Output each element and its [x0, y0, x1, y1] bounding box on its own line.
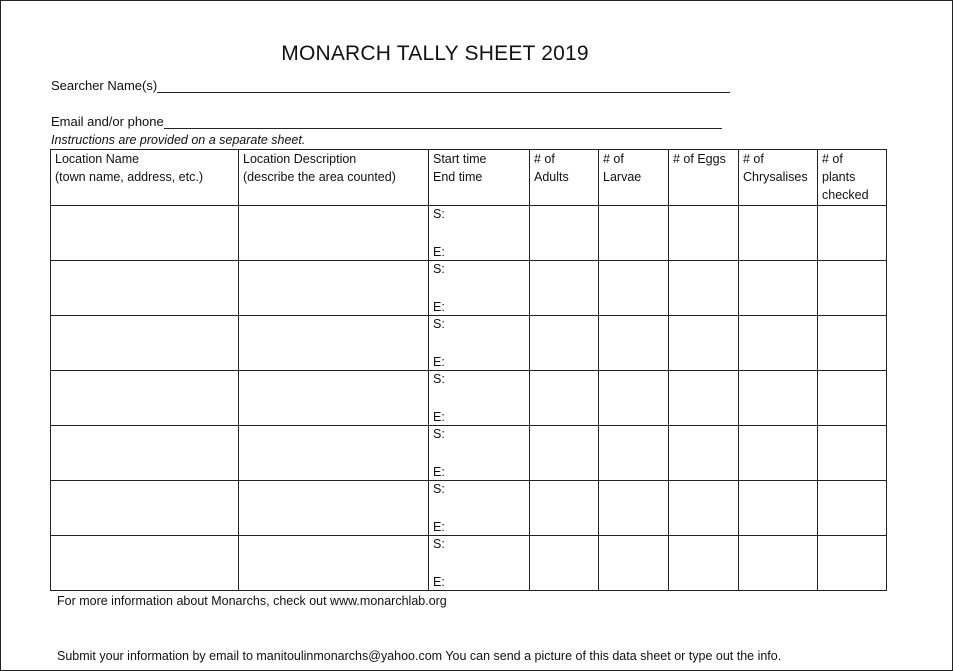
cell-adults-count[interactable]: [530, 371, 599, 426]
cell-larvae-count[interactable]: [599, 206, 669, 261]
table-body: [51, 206, 887, 591]
header-line: End time: [433, 170, 483, 184]
cell-plants-checked[interactable]: [818, 261, 887, 316]
header-line: Adults: [534, 170, 569, 184]
header-larvae-count: [599, 150, 669, 206]
header-line: # of: [603, 152, 624, 166]
email-phone-label: Email and/or phone: [51, 114, 164, 129]
cell-adults-count[interactable]: [530, 261, 599, 316]
cell-start-end-time[interactable]: [429, 536, 530, 591]
cell-plants-checked[interactable]: [818, 371, 887, 426]
cell-chrysalises-count[interactable]: [739, 426, 818, 481]
table-row: [51, 536, 887, 591]
cell-location-description[interactable]: [239, 261, 429, 316]
cell-adults-count[interactable]: [530, 426, 599, 481]
cell-chrysalises-count[interactable]: [739, 316, 818, 371]
end-time-label: E:: [433, 520, 445, 534]
cell-location-name[interactable]: [51, 261, 239, 316]
submit-instructions: Submit your information by email to manitoulinmonarchs@yahoo.com You can send a picture of this data sheet or type out the info.: [57, 649, 782, 663]
start-time-label: S:: [433, 207, 445, 221]
header-line: plants: [822, 170, 856, 184]
cell-eggs-count[interactable]: [669, 261, 739, 316]
header-line: Start time: [433, 152, 487, 166]
start-time-label: S:: [433, 372, 445, 386]
cell-start-end-time[interactable]: [429, 481, 530, 536]
start-time-label: S:: [433, 537, 445, 551]
cell-location-description[interactable]: [239, 481, 429, 536]
cell-location-description[interactable]: [239, 206, 429, 261]
cell-location-description[interactable]: [239, 316, 429, 371]
cell-start-end-time[interactable]: [429, 426, 530, 481]
email-phone-field: [51, 114, 722, 129]
cell-larvae-count[interactable]: [599, 316, 669, 371]
cell-chrysalises-count[interactable]: [739, 206, 818, 261]
cell-start-end-time[interactable]: [429, 316, 530, 371]
cell-plants-checked[interactable]: [818, 481, 887, 536]
start-time-label: S:: [433, 262, 445, 276]
cell-location-name[interactable]: [51, 426, 239, 481]
table-header-row: [51, 150, 887, 206]
header-line: checked: [822, 188, 869, 202]
more-info-text: For more information about Monarchs, check out www.monarchlab.org: [57, 594, 447, 608]
cell-chrysalises-count[interactable]: [739, 481, 818, 536]
cell-plants-checked[interactable]: [818, 316, 887, 371]
cell-plants-checked[interactable]: [818, 536, 887, 591]
instructions-note: Instructions are provided on a separate sheet.: [51, 133, 306, 147]
header-line: # of: [743, 152, 764, 166]
start-time-label: S:: [433, 427, 445, 441]
cell-adults-count[interactable]: [530, 481, 599, 536]
cell-larvae-count[interactable]: [599, 426, 669, 481]
start-time-label: S:: [433, 317, 445, 331]
cell-larvae-count[interactable]: [599, 371, 669, 426]
table-row: [51, 316, 887, 371]
searcher-name-label: Searcher Name(s): [51, 78, 158, 93]
header-line: # of: [534, 152, 555, 166]
cell-location-description[interactable]: [239, 426, 429, 481]
cell-adults-count[interactable]: [530, 206, 599, 261]
cell-start-end-time[interactable]: [429, 206, 530, 261]
cell-location-name[interactable]: [51, 206, 239, 261]
cell-chrysalises-count[interactable]: [739, 371, 818, 426]
cell-location-name[interactable]: [51, 371, 239, 426]
sheet-title: MONARCH TALLY SHEET 2019: [281, 42, 589, 65]
cell-location-name[interactable]: [51, 536, 239, 591]
cell-location-name[interactable]: [51, 316, 239, 371]
header-adults-count: [530, 150, 599, 206]
end-time-label: E:: [433, 245, 445, 259]
cell-chrysalises-count[interactable]: [739, 536, 818, 591]
header-line: # of Eggs: [673, 152, 726, 166]
cell-eggs-count[interactable]: [669, 481, 739, 536]
cell-larvae-count[interactable]: [599, 261, 669, 316]
header-line: Larvae: [603, 170, 642, 184]
header-line: (describe the area counted): [243, 170, 396, 184]
header-line: Location Name: [55, 152, 140, 166]
cell-eggs-count[interactable]: [669, 316, 739, 371]
cell-location-description[interactable]: [239, 371, 429, 426]
header-location-name: [51, 150, 239, 206]
header-line: Chrysalises: [743, 170, 808, 184]
searcher-name-field: [51, 78, 730, 93]
cell-larvae-count[interactable]: [599, 536, 669, 591]
table-row: [51, 261, 887, 316]
cell-adults-count[interactable]: [530, 536, 599, 591]
table-row: [51, 426, 887, 481]
end-time-label: E:: [433, 465, 445, 479]
header-plants-checked: [818, 150, 887, 206]
cell-location-description[interactable]: [239, 536, 429, 591]
searcher-name-line[interactable]: [157, 80, 730, 93]
header-chrysalises-count: [739, 150, 818, 206]
start-time-label: S:: [433, 482, 445, 496]
tally-table: [50, 149, 887, 591]
cell-plants-checked[interactable]: [818, 426, 887, 481]
cell-eggs-count[interactable]: [669, 536, 739, 591]
header-location-description: [239, 150, 429, 206]
cell-location-name[interactable]: [51, 481, 239, 536]
cell-start-end-time[interactable]: [429, 261, 530, 316]
cell-adults-count[interactable]: [530, 316, 599, 371]
cell-larvae-count[interactable]: [599, 481, 669, 536]
end-time-label: E:: [433, 575, 445, 589]
cell-plants-checked[interactable]: [818, 206, 887, 261]
cell-eggs-count[interactable]: [669, 371, 739, 426]
table-row: [51, 371, 887, 426]
cell-start-end-time[interactable]: [429, 371, 530, 426]
cell-eggs-count[interactable]: [669, 206, 739, 261]
table-row: [51, 481, 887, 536]
end-time-label: E:: [433, 355, 445, 369]
email-phone-line[interactable]: [164, 116, 722, 129]
header-start-end-time: [429, 150, 530, 206]
header-line: (town name, address, etc.): [55, 170, 203, 184]
header-line: Location Description: [243, 152, 357, 166]
cell-eggs-count[interactable]: [669, 426, 739, 481]
end-time-label: E:: [433, 410, 445, 424]
end-time-label: E:: [433, 300, 445, 314]
header-line: # of: [822, 152, 843, 166]
header-eggs-count: [669, 150, 739, 206]
cell-chrysalises-count[interactable]: [739, 261, 818, 316]
table-row: [51, 206, 887, 261]
